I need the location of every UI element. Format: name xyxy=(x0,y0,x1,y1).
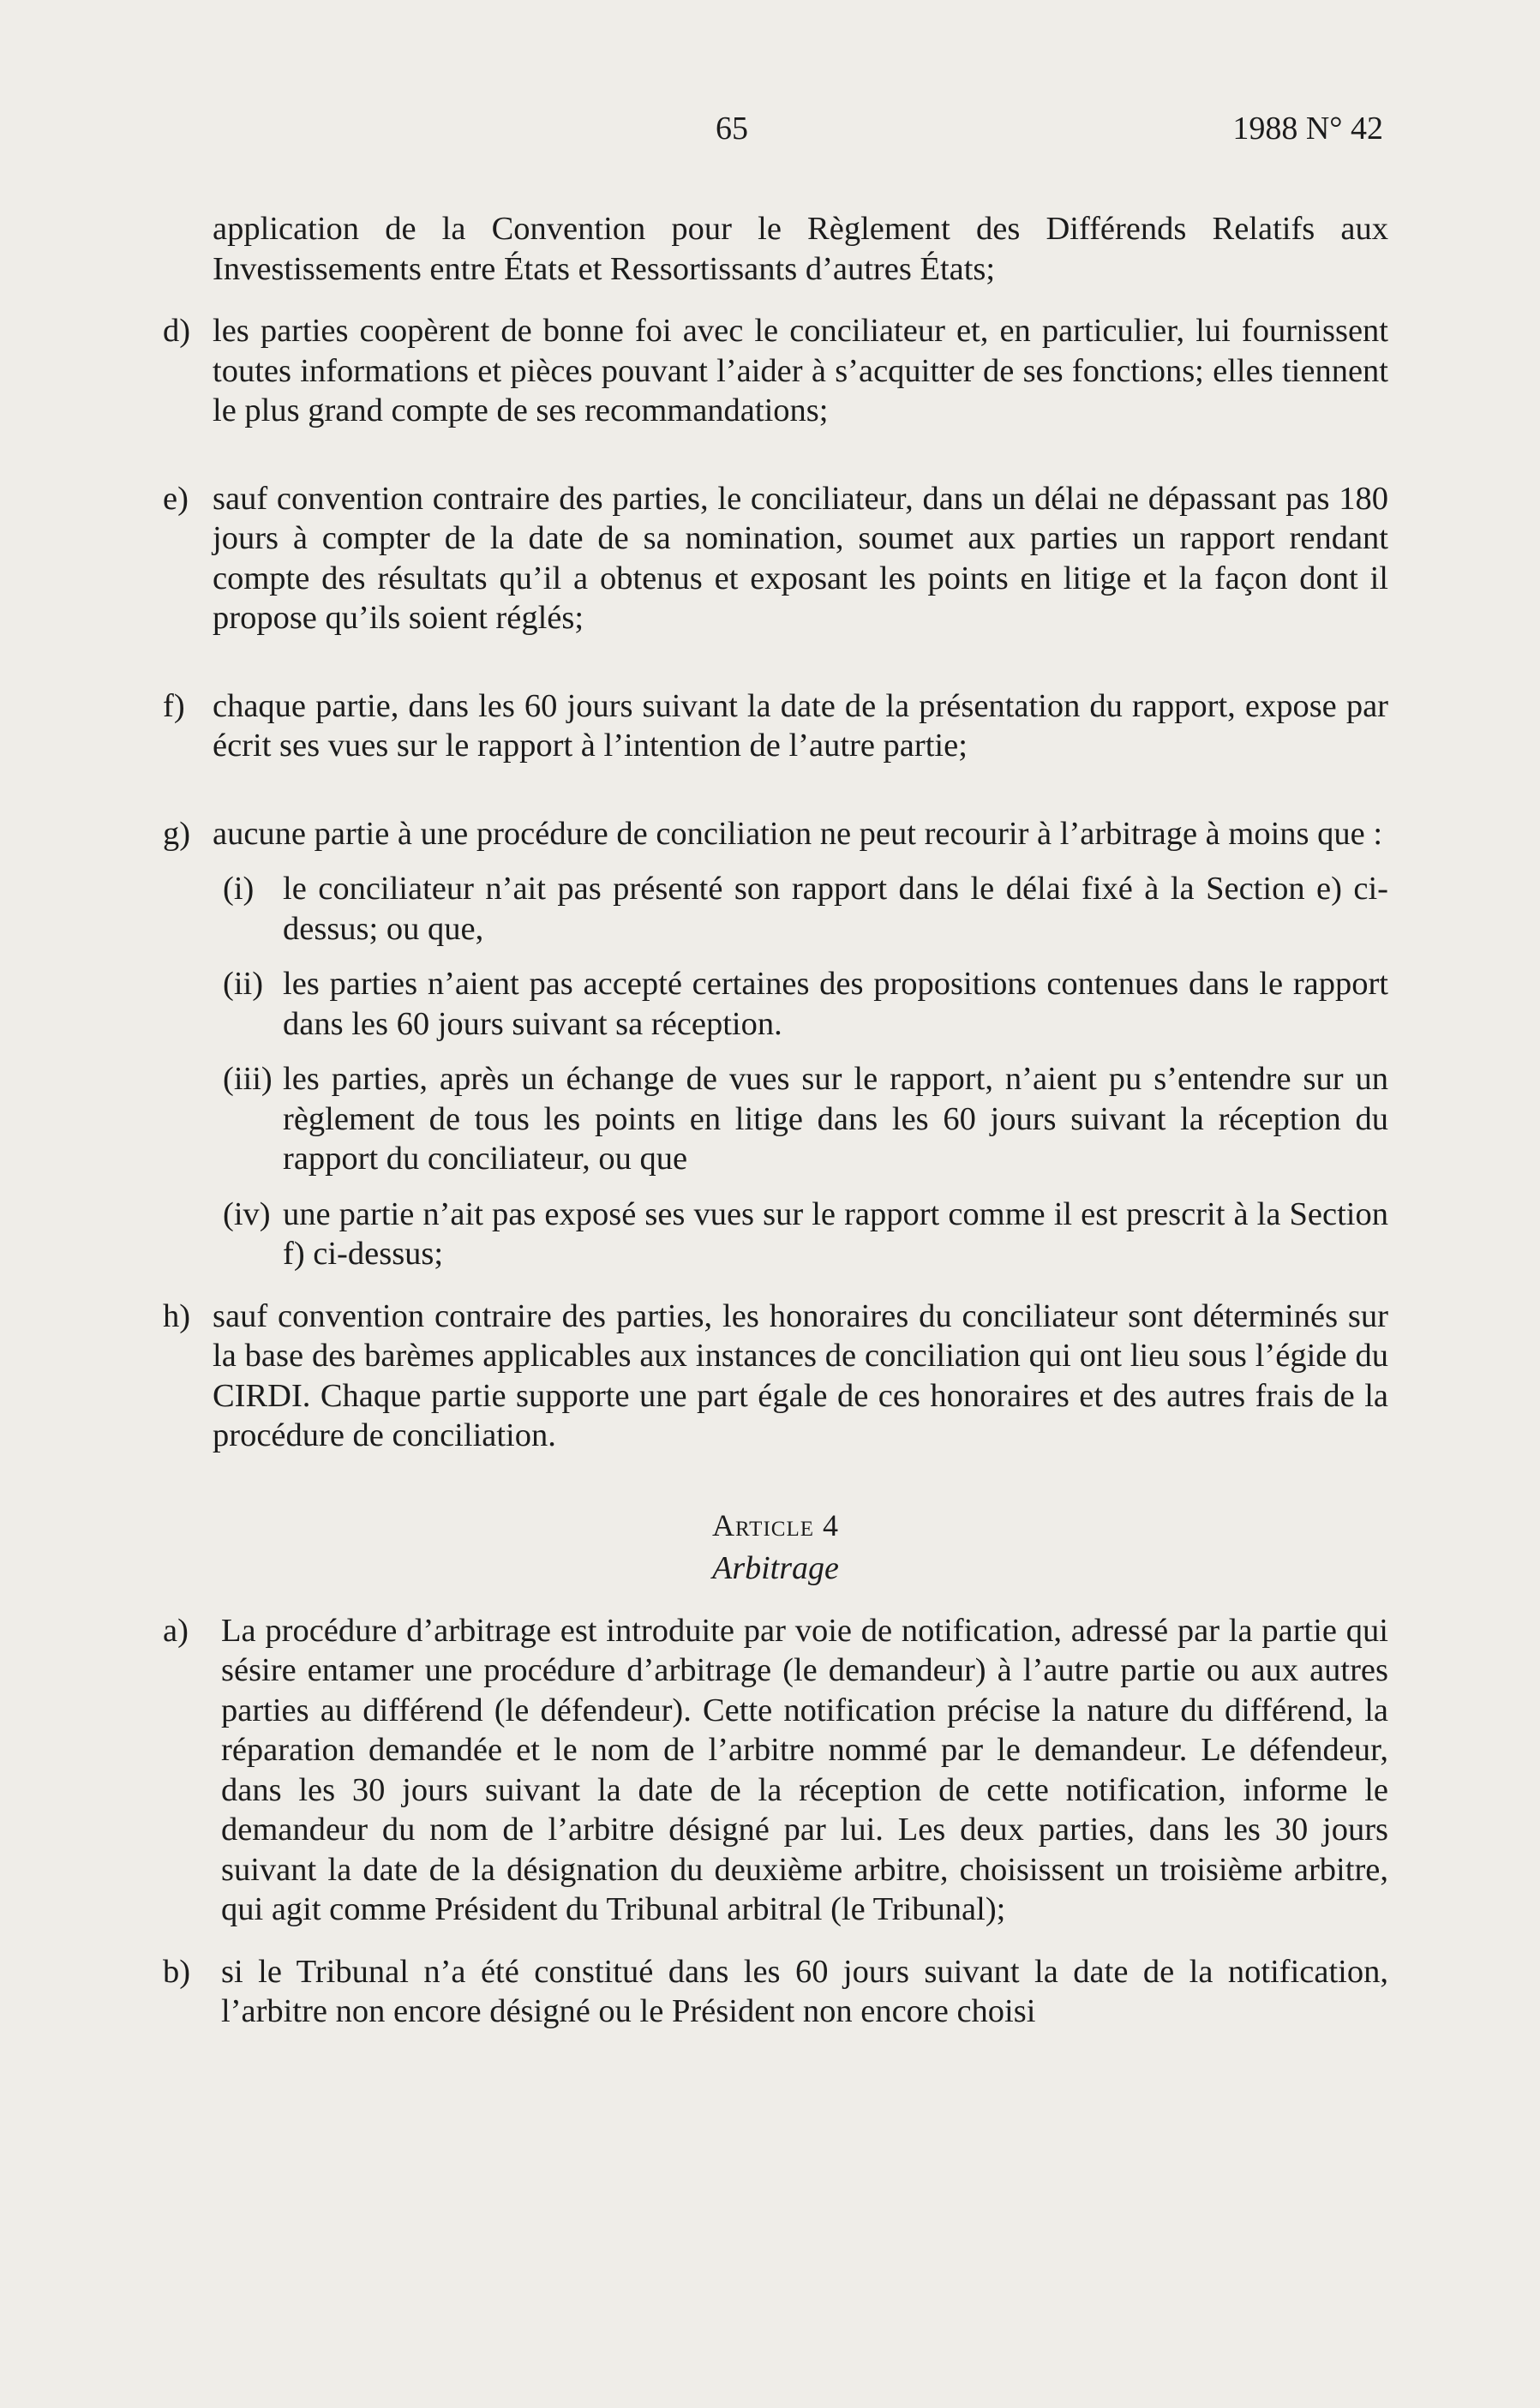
article-subtitle: Arbitrage xyxy=(712,1550,839,1586)
subitem-iv xyxy=(163,1195,1388,1274)
item-f xyxy=(163,686,1388,766)
article-heading: Article 4 xyxy=(712,1507,839,1542)
article-4-item-a xyxy=(163,1611,1388,1930)
article-4-item-b xyxy=(163,1952,1388,2032)
subitem-label: (i) xyxy=(223,871,255,907)
item-label: a) xyxy=(163,1612,189,1649)
item-text: chaque partie, dans les 60 jours suivant la date de la présentation du rapport, expose par écrit ses vues sur le rapport à l’intention de l’autre partie; xyxy=(213,687,1388,764)
item-text: sauf convention contraire des parties, les honoraires du conciliateur sont déterminés sur la base des barèmes applicables aux instances de conciliation qui ont lieu sous l’égide du CIRDI. Chaque partie supporte une part égale de ces honoraires et des autres frais de la procédure de conciliation. xyxy=(213,1297,1388,1453)
subitem-i xyxy=(163,869,1388,949)
intro-continuation-text: application de la Convention pour le Règlement des Différends Relatifs aux Investissements entre États et Ressortissants d’autres États; xyxy=(213,211,1388,287)
page-header xyxy=(0,110,1540,153)
subitem-label: (ii) xyxy=(223,966,264,1002)
item-h xyxy=(163,1297,1388,1456)
item-label: f) xyxy=(163,687,185,724)
document-reference: 1988 N° 42 xyxy=(1232,111,1383,147)
subitem-label: (iv) xyxy=(223,1195,271,1232)
item-e xyxy=(163,479,1388,638)
item-text: les parties coopèrent de bonne foi avec le conciliateur et, en particulier, lui fournissent toutes informations et pièces pouvant l’aider à s’acquitter de ses fonctions; elles tiennent le plus grand compte de ses recommandations; xyxy=(213,313,1388,428)
subitem-text: une partie n’ait pas exposé ses vues sur le rapport comme il est prescrit à la Section f) ci-dessus; xyxy=(283,1195,1388,1272)
article-4-body xyxy=(163,1611,1388,2032)
subitem-iii xyxy=(163,1059,1388,1179)
intro-continuation xyxy=(163,209,1388,289)
subitem-text: le conciliateur n’ait pas présenté son rapport dans le délai fixé à la Section e) ci-dessus; ou que, xyxy=(283,871,1388,947)
item-label: b) xyxy=(163,1953,191,1990)
item-label: g) xyxy=(163,815,191,852)
body-text xyxy=(163,209,1388,2054)
item-g xyxy=(163,814,1388,854)
page-number: 65 xyxy=(716,111,748,147)
item-text: La procédure d’arbitrage est introduite par voie de notification, adressé par la partie qui sésire entamer une procédure d’arbitrage (le demandeur) à l’autre partie ou aux autres parties au différend (le défendeur). Cette notification précise la nature du différend, la réparation demandée et le nom de l’arbitre nommé par le demandeur. Le défendeur, dans les 30 jours suivant la date de la réception de cette notification, informe le demandeur du nom de l’arbitre désigné par lui. Les deux parties, dans les 30 jours suivant la date de la désignation du deuxième arbitre, choisissent un troisième arbitre, qui agit comme Président du Tribunal arbitral (le Tribunal); xyxy=(221,1612,1388,1927)
subitem-text: les parties n’aient pas accepté certaines des propositions contenues dans le rapport dans les 60 jours suivant sa réception. xyxy=(283,966,1388,1042)
item-d xyxy=(163,311,1388,431)
item-text: sauf convention contraire des parties, le conciliateur, dans un délai ne dépassant pas 180 jours à compter de la date de sa nomination, soumet aux parties un rapport rendant compte des résultats qu’il a obtenus et exposant les points en litige et la façon dont il propose qu’ils soient réglés; xyxy=(213,480,1388,636)
item-label: h) xyxy=(163,1297,191,1334)
item-label: e) xyxy=(163,480,189,517)
subitem-label: (iii) xyxy=(223,1061,273,1097)
subitem-ii xyxy=(163,964,1388,1044)
subitem-text: les parties, après un échange de vues sur le rapport, n’aient pu s’entendre sur un règlement de tous les points en litige dans les 60 jours suivant la réception du rapport du conciliateur, ou que xyxy=(283,1061,1388,1177)
item-text: si le Tribunal n’a été constitué dans les 60 jours suivant la date de la notification, l’arbitre non encore désigné ou le Président non encore choisi xyxy=(221,1953,1388,2029)
item-label: d) xyxy=(163,313,191,349)
item-text: aucune partie à une procédure de conciliation ne peut recourir à l’arbitrage à moins que : xyxy=(213,815,1383,852)
